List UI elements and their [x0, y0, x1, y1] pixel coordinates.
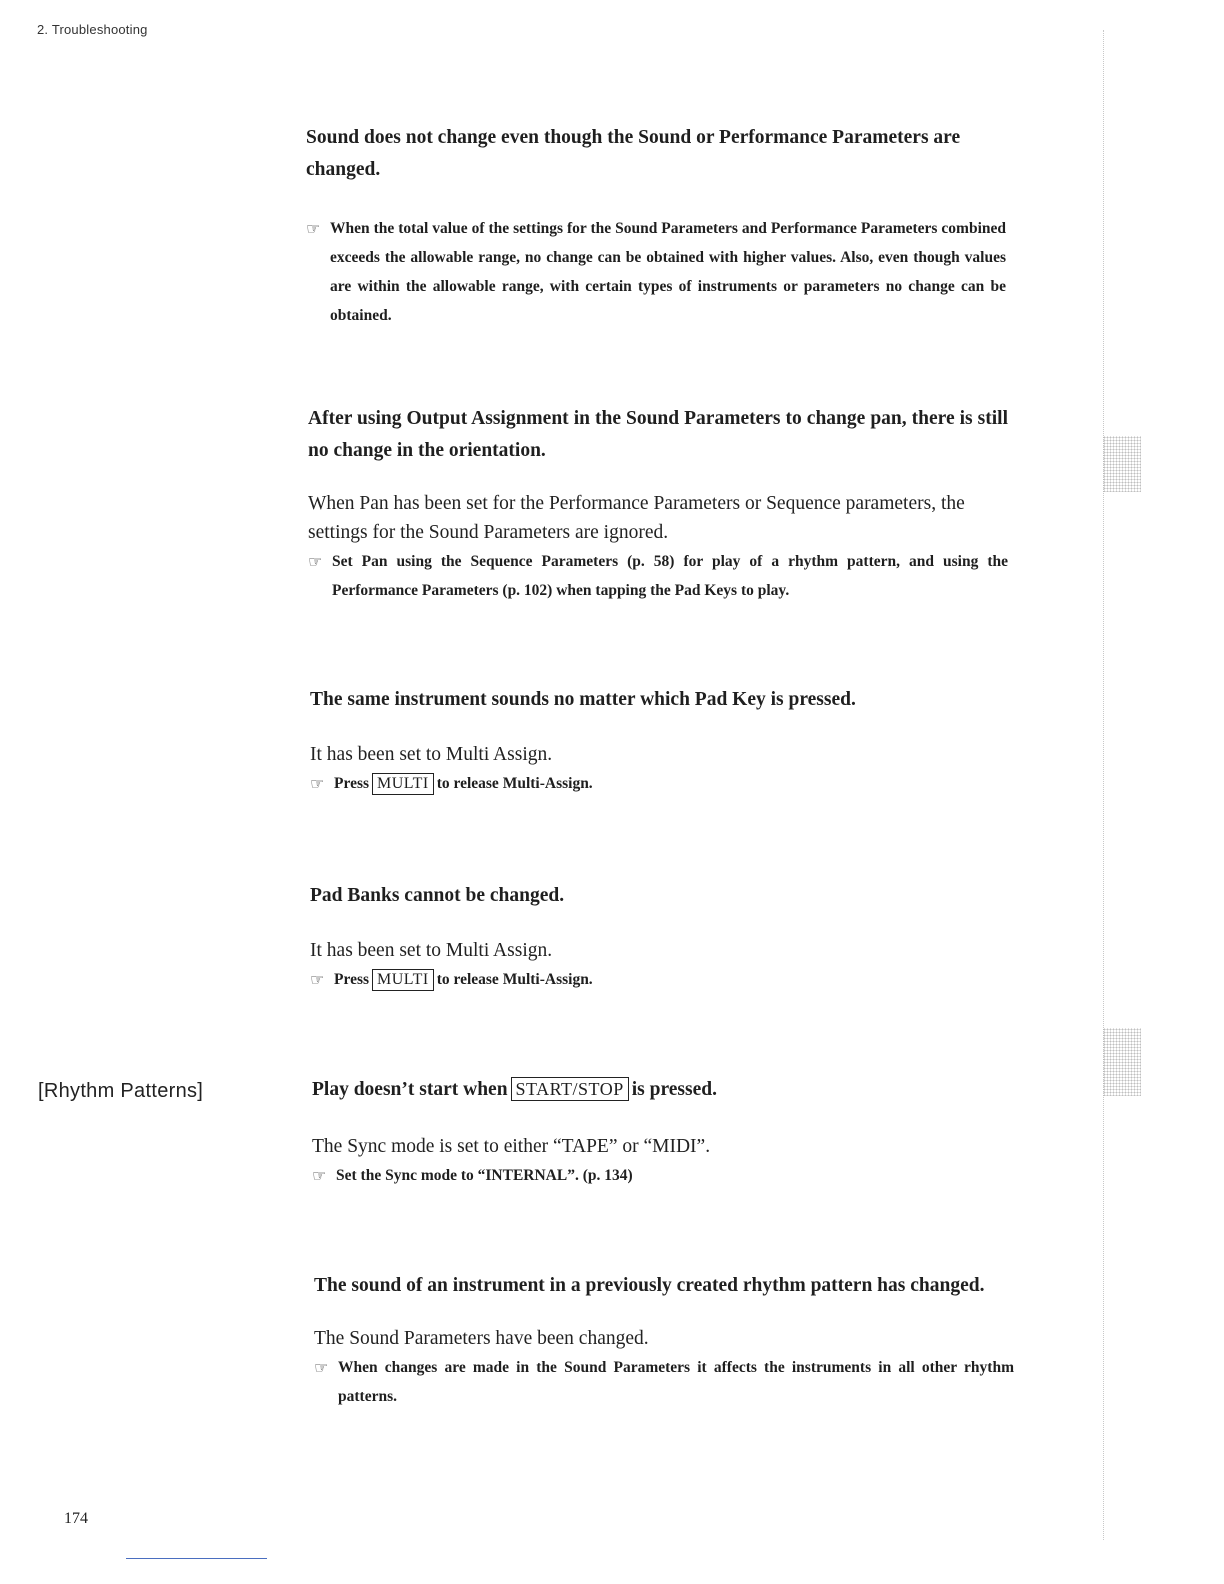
item-heading: Pad Banks cannot be changed.	[310, 885, 565, 906]
multi-key: MULTI	[372, 773, 434, 795]
item-cause: It has been set to Multi Assign.	[310, 940, 553, 961]
scan-speckle	[1103, 436, 1141, 492]
item-cause: The Sync mode is set to either “TAPE” or “MIDI”.	[312, 1136, 711, 1157]
item-cause: The Sound Parameters have been changed.	[314, 1328, 649, 1349]
multi-key: MULTI	[372, 969, 434, 991]
item-remedy: ☞ Set Pan using the Sequence Parameters (p. 58) for play of a rhythm pattern, and using the Performance Parameters (p. 102) when tapping the Pad Keys to play.	[308, 547, 1008, 605]
footer-rule	[126, 1558, 267, 1559]
item-heading: Play doesn’t start when START/STOP is pressed.	[312, 1079, 717, 1100]
troubleshoot-item-5	[312, 1074, 1012, 1190]
pointing-hand-icon: ☞	[308, 552, 323, 571]
troubleshoot-item-1	[306, 122, 1006, 330]
pointing-hand-icon: ☞	[312, 1166, 327, 1185]
item-cause: When Pan has been set for the Performance Parameters or Sequence parameters, the settings for the Sound Parameters are ignored.	[308, 493, 965, 543]
troubleshoot-item-2	[308, 403, 1008, 605]
item-cause: It has been set to Multi Assign.	[310, 744, 553, 765]
item-remedy: ☞ When the total value of the settings for the Sound Parameters and Performance Parameters combined exceeds the allowable range, no change can be obtained with higher values. Also, even though values are within the allowable range, with certain types of instruments or parameters no change can be obtained.	[306, 214, 1006, 330]
item-heading: The sound of an instrument in a previously created rhythm pattern has changed.	[314, 1275, 985, 1296]
running-head: 2. Troubleshooting	[37, 22, 148, 37]
item-remedy: ☞ Press MULTI to release Multi-Assign.	[310, 965, 1010, 994]
pointing-hand-icon: ☞	[306, 219, 321, 238]
troubleshoot-item-6	[314, 1270, 1014, 1411]
troubleshoot-item-4	[310, 880, 1010, 994]
pointing-hand-icon: ☞	[310, 970, 325, 989]
item-remedy: ☞ Press MULTI to release Multi-Assign.	[310, 769, 1010, 798]
item-heading: The same instrument sounds no matter which Pad Key is pressed.	[310, 689, 856, 710]
item-heading: After using Output Assignment in the Sound Parameters to change pan, there is still no change in the orientation.	[308, 408, 1008, 461]
page-number: 174	[64, 1510, 88, 1527]
pointing-hand-icon: ☞	[310, 774, 325, 793]
start-stop-key: START/STOP	[511, 1077, 629, 1101]
margin-edge-line	[1103, 30, 1104, 1540]
item-remedy: ☞ Set the Sync mode to “INTERNAL”. (p. 134)	[312, 1161, 1012, 1190]
item-remedy: ☞ When changes are made in the Sound Parameters it affects the instruments in all other rhythm patterns.	[314, 1353, 1014, 1411]
troubleshoot-item-3	[310, 684, 1010, 798]
section-label: [Rhythm Patterns]	[38, 1080, 204, 1102]
pointing-hand-icon: ☞	[314, 1358, 329, 1377]
item-heading: Sound does not change even though the Sound or Performance Parameters are changed.	[306, 127, 961, 180]
scan-speckle	[1103, 1028, 1141, 1096]
